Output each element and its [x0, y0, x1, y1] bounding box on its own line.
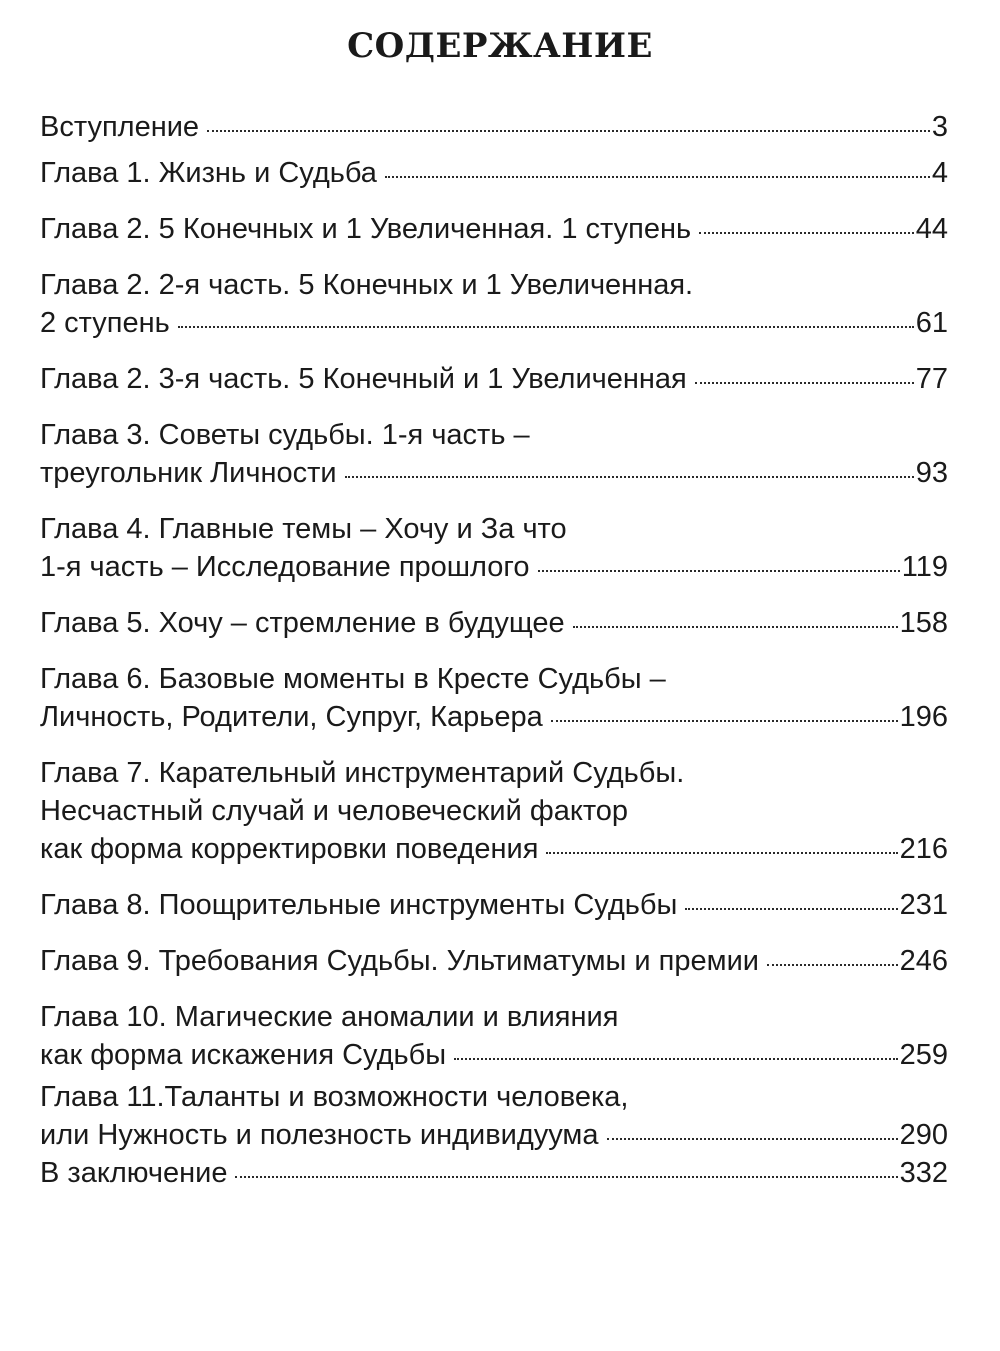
toc-page-number: 290 [899, 1119, 948, 1151]
toc-entry-title: Вступление [40, 111, 200, 143]
toc-page-number: 259 [899, 1039, 948, 1071]
dot-leader [767, 964, 898, 966]
dot-leader [538, 570, 900, 572]
toc-page-number: 3 [931, 111, 948, 143]
toc-entry[interactable] [40, 1154, 948, 1192]
toc-entry-line [40, 660, 948, 698]
toc-page-number: 44 [915, 213, 948, 245]
dot-leader [345, 476, 914, 478]
dot-leader [699, 232, 914, 234]
toc-entry-line [40, 604, 948, 642]
toc-entry-line [40, 548, 948, 586]
toc-entry-line [40, 416, 948, 454]
toc-page-number: 77 [915, 363, 948, 395]
toc-entry-title: Глава 3. Советы судьбы. 1-я часть – [40, 419, 530, 451]
toc-entry[interactable] [40, 942, 948, 980]
dot-leader [207, 130, 930, 132]
dot-leader [607, 1138, 898, 1140]
toc-entry-title: Глава 10. Магические аномалии и влияния [40, 1001, 619, 1033]
dot-leader [235, 1176, 897, 1178]
toc-page-number: 158 [899, 607, 948, 639]
page-title: СОДЕРЖАНИЕ [347, 26, 653, 66]
toc-entry-line [40, 1036, 948, 1074]
toc-entry-line [40, 698, 948, 736]
toc-page-number: 196 [899, 701, 948, 733]
toc-entry-line [40, 792, 948, 830]
toc-entry[interactable] [40, 754, 948, 868]
toc-page-number: 216 [899, 833, 948, 865]
dot-leader [454, 1058, 898, 1060]
toc-entry-line [40, 1154, 948, 1192]
toc-page-number: 246 [899, 945, 948, 977]
toc-entry[interactable] [40, 210, 948, 248]
toc-entry[interactable] [40, 266, 948, 342]
toc-entry-title: или Нужность и полезность индивидуума [40, 1119, 599, 1151]
toc-entry-line [40, 1116, 948, 1154]
toc-entry-line [40, 998, 948, 1036]
dot-leader [385, 176, 930, 178]
toc-entry-title: 1-я часть – Исследование прошлого [40, 551, 530, 583]
toc-entry-title: Глава 11.Таланты и возможности человека, [40, 1081, 629, 1113]
toc-entry[interactable] [40, 660, 948, 736]
toc-page-number: 4 [931, 157, 948, 189]
toc-entry-title: как форма искажения Судьбы [40, 1039, 447, 1071]
toc-entry-line [40, 108, 948, 146]
toc-entry[interactable] [40, 1078, 948, 1154]
table-of-contents [40, 108, 948, 1192]
toc-entry-line [40, 942, 948, 980]
toc-page-number: 119 [901, 551, 948, 583]
toc-entry[interactable] [40, 998, 948, 1074]
toc-entry-title: Глава 1. Жизнь и Судьба [40, 157, 377, 189]
dot-leader [685, 908, 897, 910]
toc-entry-line [40, 454, 948, 492]
toc-entry[interactable] [40, 604, 948, 642]
toc-page-number: 93 [915, 457, 948, 489]
toc-entry-title: Глава 2. 3-я часть. 5 Конечный и 1 Увеличенная [40, 363, 687, 395]
toc-page-number: 61 [915, 307, 948, 339]
toc-entry-line [40, 360, 948, 398]
toc-entry-title: Глава 2. 2-я часть. 5 Конечных и 1 Увеличенная. [40, 269, 694, 301]
toc-entry-line [40, 886, 948, 924]
toc-entry-line [40, 1078, 948, 1116]
toc-entry-title: Несчастный случай и человеческий фактор [40, 795, 629, 827]
toc-entry-title: Глава 8. Поощрительные инструменты Судьбы [40, 889, 678, 921]
toc-page-number: 332 [899, 1157, 948, 1189]
toc-entry[interactable] [40, 154, 948, 192]
toc-entry-title: Глава 4. Главные темы – Хочу и За что [40, 513, 567, 545]
toc-entry-line [40, 510, 948, 548]
dot-leader [551, 720, 898, 722]
toc-entry-line [40, 154, 948, 192]
toc-entry-line [40, 754, 948, 792]
toc-entry-title: Глава 9. Требования Судьбы. Ультиматумы и премии [40, 945, 759, 977]
toc-entry-title: В заключение [40, 1157, 228, 1189]
toc-entry-title: Глава 6. Базовые моменты в Кресте Судьбы – [40, 663, 666, 695]
toc-entry[interactable] [40, 416, 948, 492]
dot-leader [695, 382, 914, 384]
toc-entry-title: треугольник Личности [40, 457, 337, 489]
toc-entry-title: как форма корректировки поведения [40, 833, 539, 865]
toc-entry-title: Глава 7. Карательный инструментарий Судьбы. [40, 757, 685, 789]
toc-entry-line [40, 210, 948, 248]
toc-entry-title: Глава 5. Хочу – стремление в будущее [40, 607, 565, 639]
toc-entry-line [40, 266, 948, 304]
toc-entry-title: Личность, Родители, Супруг, Карьера [40, 701, 543, 733]
toc-entry[interactable] [40, 360, 948, 398]
dot-leader [573, 626, 898, 628]
toc-entry-title: 2 ступень [40, 307, 170, 339]
toc-entry[interactable] [40, 886, 948, 924]
toc-entry[interactable] [40, 510, 948, 586]
toc-page-number: 231 [899, 889, 948, 921]
dot-leader [546, 852, 897, 854]
dot-leader [178, 326, 914, 328]
toc-entry-line [40, 830, 948, 868]
toc-entry-line [40, 304, 948, 342]
toc-entry-title: Глава 2. 5 Конечных и 1 Увеличенная. 1 ступень [40, 213, 692, 245]
toc-entry[interactable] [40, 108, 948, 146]
